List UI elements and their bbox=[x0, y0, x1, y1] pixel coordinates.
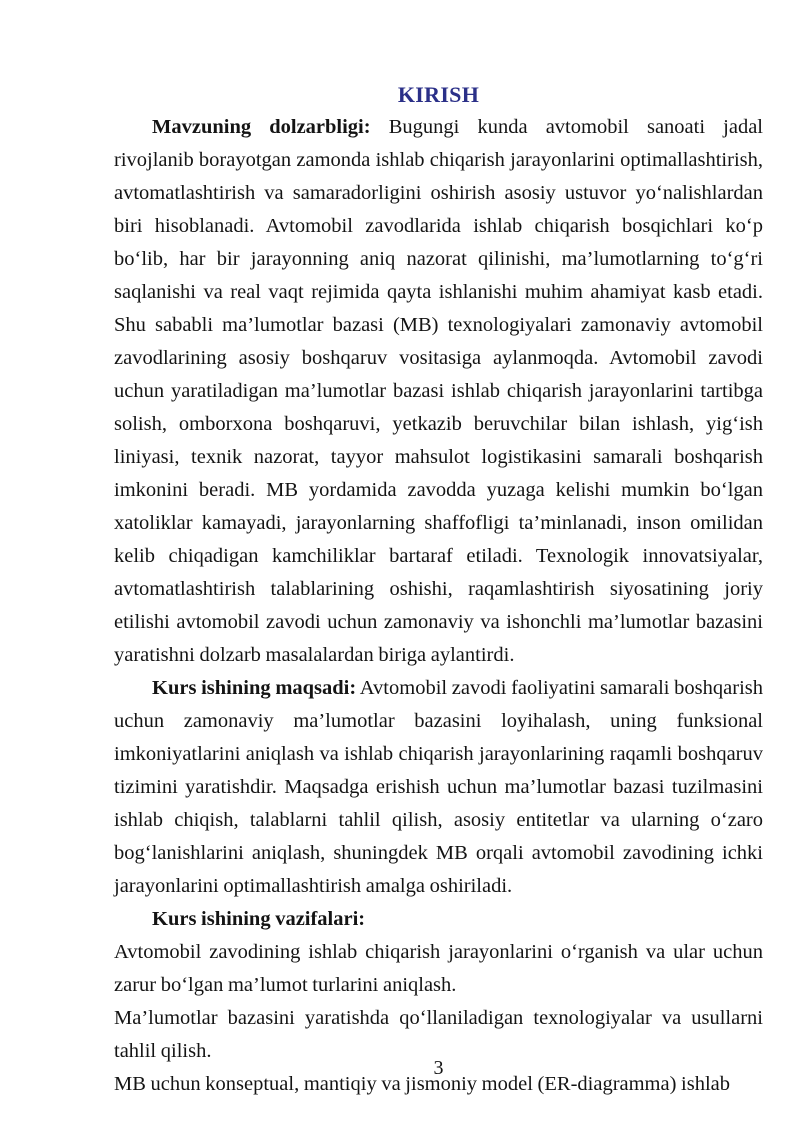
page-number: 3 bbox=[433, 1057, 444, 1079]
task-item-2: Ma’lumotlar bazasini yaratishda qo‘llaniladigan texnologiyalar va usullarni tahlil qilish. bbox=[114, 1007, 763, 1062]
paragraph-maqsadi bbox=[114, 672, 763, 903]
task-item-3: MB uchun konseptual, mantiqiy va jismoniy model (ER-diagramma) ishlab bbox=[114, 1073, 731, 1095]
paragraph-dolzarbligi-text: Bugungi kunda avtomobil sanoati jadal rivojlanib borayotgan zamonda ishlab chiqarish jarayonlarini optimallashtirish, avtomatlashtirish va samaradorligini oshirish asosiy ustuvor yo‘nalishlardan biri hisoblanadi. Avtomobil zavodlarida ishlab chiqarish bosqichlari ko‘p bo‘lib, har bir jarayonning aniq nazorat qilinishi, ma’lumotlarning to‘g‘ri saqlanishi va real vaqt rejimida qayta ishlanishi muhim ahamiyat kasb etadi. Shu sababli ma’lumotlar bazasi (MB) texnologiyalari zamonaviy avtomobil zavodlarining asosiy boshqaruv vositasiga aylanmoqda. Avtomobil zavodi uchun yaratiladigan ma’lumotlar bazasi ishlab chiqarish jarayonlarini tartibga solish, omborxona boshqaruvi, yetkazib beruvchilar bilan ishlash, yig‘ish liniyasi, texnik nazorat, tayyor mahsulot logistikasini samarali boshqarish imkonini beradi. MB yordamida zavodda yuzaga kelishi mumkin bo‘lgan xatoliklar kamayadi, jarayonlarning shaffofligi ta’minlanadi, inson omilidan kelib chiqadigan kamchiliklar bartaraf etiladi. Texnologik innovatsiyalar, avtomatlashtirish talablarining oshishi, raqamlashtirish siyosatining joriy etilishi avtomobil zavodi uchun zamonaviy va ishonchli ma’lumotlar bazasini yaratishni dolzarb masalalardan biriga aylantirdi. bbox=[114, 116, 763, 666]
paragraph-maqsadi-text: Avtomobil zavodi faoliyatini samarali boshqarish uchun zamonaviy ma’lumotlar bazasini loyihalash, uning funksional imkoniyatlarini aniqlash va ishlab chiqarish jarayonlarining raqamli boshqaruv tizimini yaratishdir. Maqsadga erishish uchun ma’lumotlar bazasi tuzilmasini ishlab chiqish, talablarni tahlil qilish, asosiy entitetlar va ularning o‘zaro bog‘lanishlarini aniqlash, shuningdek MB orqali avtomobil zavodining ichki jarayonlarini optimallashtirish amalga oshiriladi. bbox=[114, 677, 763, 897]
heading-vazifalari-label: Kurs ishining vazifalari: bbox=[152, 908, 366, 930]
paragraph-dolzarbligi-lead: Mavzuning dolzarbligi: bbox=[152, 116, 371, 138]
heading-vazifalari bbox=[114, 903, 763, 936]
page-title: KIRISH bbox=[397, 82, 480, 107]
paragraph-dolzarbligi bbox=[114, 111, 763, 672]
paragraph-maqsadi-lead: Kurs ishining maqsadi: bbox=[152, 677, 357, 699]
task-item-1: Avtomobil zavodining ishlab chiqarish jarayonlarini o‘rganish va ular uchun zarur bo‘lgan ma’lumot turlarini aniqlash. bbox=[114, 941, 763, 996]
